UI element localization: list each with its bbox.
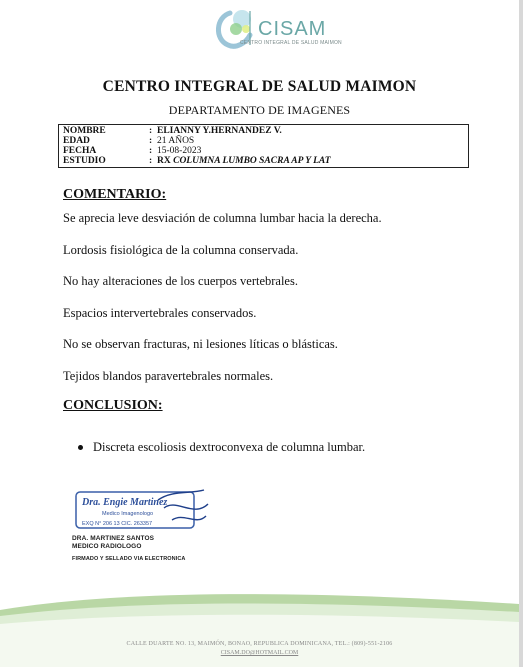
info-label: EDAD: [63, 136, 90, 146]
info-label: NOMBRE: [63, 126, 106, 136]
info-row-nombre: [63, 126, 464, 136]
comment-line: Espacios intervertebrales conservados.: [63, 306, 257, 320]
scrollbar[interactable]: [519, 0, 523, 667]
comment-line: Tejidos blandos paravertebrales normales.: [63, 369, 274, 383]
department-title: DEPARTAMENTO DE IMAGENES: [168, 103, 351, 117]
study-name: COLUMNA LUMBO SACRA AP Y LAT: [173, 156, 331, 166]
signer-title: MEDICO RADIOLOGO: [72, 543, 142, 550]
stamp-role: Medico Imagenologo: [102, 511, 154, 517]
stamp-exq: EXQ N° 206 13 CIC. 263357: [82, 521, 153, 527]
info-colon: :: [149, 146, 153, 156]
info-value: ELIANNY Y.HERNANDEZ V.: [157, 126, 282, 136]
signature-note: FIRMADO Y SELLADO VIA ELECTRONICA: [72, 556, 186, 562]
info-value: 21 AÑOS: [157, 136, 195, 146]
study-prefix: RX: [157, 156, 171, 166]
comment-line: No hay alteraciones de los cuerpos vertebrales.: [63, 274, 298, 288]
footer-email-line: [0, 650, 519, 656]
stamp-name: Dra. Engie Martinez: [82, 497, 168, 508]
patient-info-box: [58, 124, 469, 168]
footer-email[interactable]: CISAM.DO@HOTMAIL.COM: [220, 650, 299, 656]
comentario-heading: COMENTARIO:: [63, 187, 167, 202]
info-label: FECHA: [63, 146, 97, 156]
info-value: [157, 156, 464, 166]
conclusion-item: [78, 440, 365, 455]
info-value: 15-08-2023: [157, 146, 202, 156]
conclusion-text: Discreta escoliosis dextroconvexa de columna lumbar.: [93, 440, 366, 454]
comment-line: Lordosis fisiológica de la columna conservada.: [63, 243, 299, 257]
bullet-icon: [78, 445, 83, 450]
info-colon: :: [149, 156, 153, 166]
info-colon: :: [149, 126, 153, 136]
comment-line: Se aprecia leve desviación de columna lumbar hacia la derecha.: [63, 211, 382, 225]
logo-brand: CISAM: [258, 18, 327, 40]
page-title: CENTRO INTEGRAL DE SALUD MAIMON: [102, 78, 417, 95]
info-row-estudio: [63, 156, 464, 166]
conclusion-heading: CONCLUSION:: [63, 398, 163, 413]
info-label: ESTUDIO: [63, 156, 106, 166]
logo-subtitle: CENTRO INTEGRAL DE SALUD MAIMON: [240, 40, 342, 46]
signer-name: DRA. MARTINEZ SANTOS: [72, 535, 155, 542]
info-row-fecha: [63, 146, 464, 156]
info-row-edad: [63, 136, 464, 146]
comment-line: No se observan fracturas, ni lesiones líticas o blásticas.: [63, 337, 338, 351]
footer-address: CALLE DUARTE NO. 13, MAIMÓN, BONAO, REPUBLICA DOMINICANA, TEL.: (809)-551-2106: [126, 641, 393, 647]
info-colon: :: [149, 136, 153, 146]
signature-stamp-icon: [72, 488, 212, 532]
